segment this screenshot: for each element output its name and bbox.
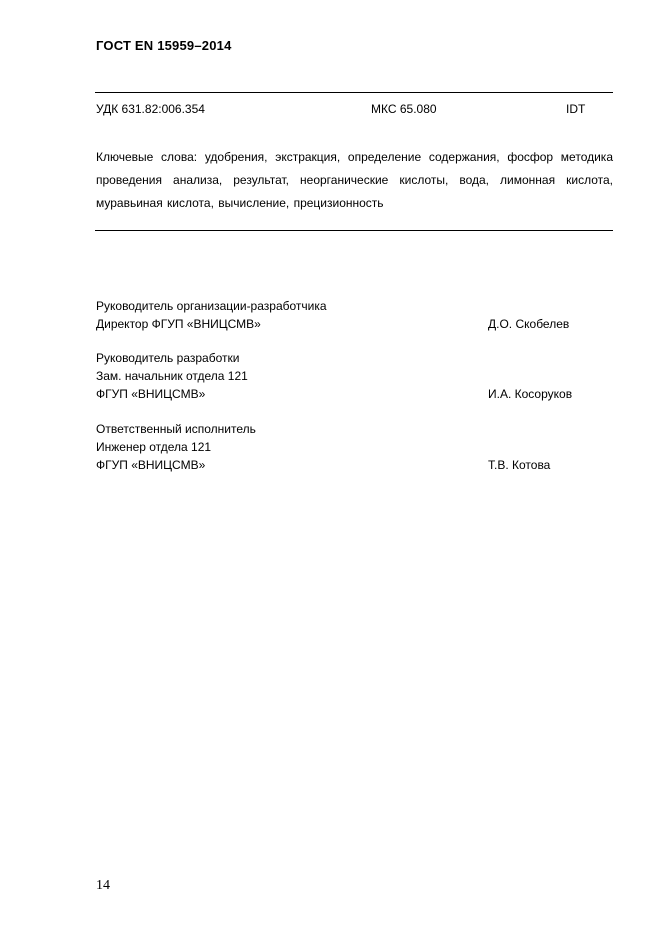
- dev-head-name: И.А. Косоруков: [488, 387, 573, 401]
- executor-org: ФГУП «ВНИЦСМВ»: [96, 458, 206, 472]
- org-head-role: Руководитель организации-разработчика: [96, 299, 327, 313]
- udk-code: УДК 631.82:006.354: [96, 102, 205, 116]
- executor-position: Инженер отдела 121: [96, 440, 212, 454]
- bottom-divider: [95, 230, 613, 231]
- org-head-name: Д.О. Скобелев: [488, 317, 570, 331]
- org-head-position: Директор ФГУП «ВНИЦСМВ»: [96, 317, 261, 331]
- page-number: 14: [96, 878, 110, 893]
- dev-head-org: ФГУП «ВНИЦСМВ»: [96, 387, 206, 401]
- top-divider: [95, 92, 613, 93]
- standard-number: ГОСТ EN 15959–2014: [96, 38, 232, 53]
- keywords-paragraph: Ключевые слова: удобрения, экстракция, определение содержания, фосфор методика проведения анализа, результат, неорганические кислоты, вода, лимонная кислота, муравьиная кислота, вычисление, прецизионность: [96, 150, 613, 210]
- mks-code: МКС 65.080: [371, 102, 437, 116]
- executor-name: Т.В. Котова: [488, 458, 551, 472]
- dev-head-role: Руководитель разработки: [96, 351, 240, 365]
- dev-head-position: Зам. начальник отдела 121: [96, 369, 248, 383]
- idt-code: IDT: [566, 102, 586, 116]
- executor-role: Ответственный исполнитель: [96, 422, 256, 436]
